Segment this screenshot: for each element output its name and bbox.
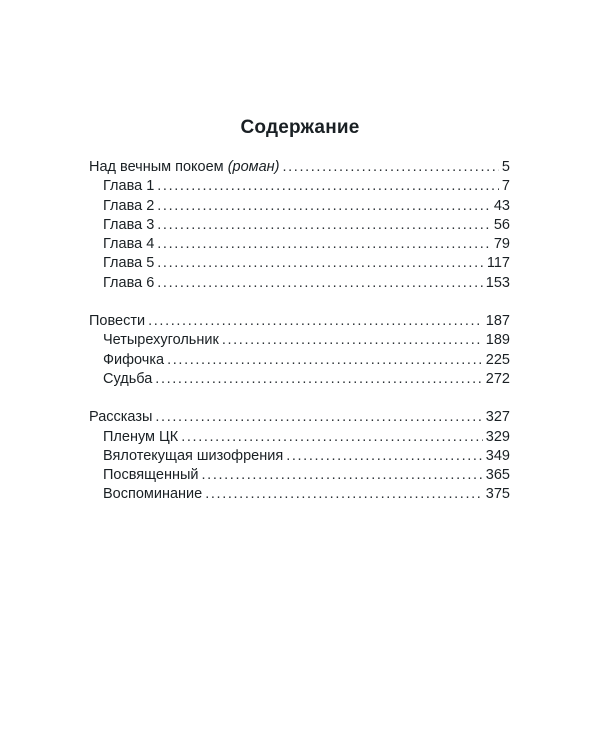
toc-entry-page: 349 (485, 447, 510, 464)
dot-leader (157, 197, 491, 216)
toc-entry-label: Рассказы (89, 409, 153, 426)
toc-entry-label: Судьба (103, 370, 153, 387)
dot-leader (222, 331, 483, 350)
toc-subentry[interactable] (89, 235, 510, 254)
page-title: Содержание (240, 117, 360, 138)
toc-entry-page: 117 (486, 255, 510, 272)
toc-subentry[interactable] (89, 254, 510, 273)
dot-leader (167, 351, 483, 370)
toc-entry-page: 327 (485, 409, 510, 426)
toc-section-stories (89, 408, 510, 504)
toc-entry-label: Над вечным покоем (89, 159, 228, 175)
toc-entry-label: Фифочка (103, 351, 165, 368)
toc-subentry[interactable] (89, 274, 510, 293)
dot-leader (148, 312, 483, 331)
toc-entry-page: 56 (493, 216, 510, 233)
dot-leader (286, 447, 483, 466)
dot-leader (157, 235, 491, 254)
toc-subentry[interactable] (89, 216, 510, 235)
toc-entry-label: Вялотекущая шизофрения (103, 447, 284, 464)
toc-entry-page: 153 (485, 274, 510, 291)
toc-entry-label: Глава 5 (103, 255, 155, 272)
dot-leader (157, 216, 491, 235)
toc-entry-label: Глава 6 (103, 274, 155, 291)
toc-entry-label: Глава 3 (103, 216, 155, 233)
toc-subentry[interactable] (89, 331, 510, 350)
toc-entry-page: 272 (485, 370, 510, 387)
toc-subentry[interactable] (89, 351, 510, 370)
toc-subentry[interactable] (89, 370, 510, 389)
dot-leader (157, 254, 484, 273)
toc-entry[interactable] (89, 312, 510, 331)
toc-entry-label: Воспоминание (103, 486, 203, 503)
toc-section-novel (89, 158, 510, 293)
dot-leader (157, 177, 499, 196)
toc-entry-label: Глава 1 (103, 178, 155, 195)
toc-entry-label: Глава 2 (103, 197, 155, 214)
toc-entry-label: Четырехугольник (103, 332, 219, 349)
toc-entry-page: 375 (485, 486, 510, 503)
toc-entry-label: Посвященный (103, 467, 199, 484)
toc-entry-label: Глава 4 (103, 236, 155, 253)
toc-entry-page: 79 (493, 236, 510, 253)
dot-leader (282, 158, 498, 177)
dot-leader (157, 274, 483, 293)
dot-leader (155, 408, 482, 427)
toc-subentry[interactable] (89, 485, 510, 504)
toc-entry-page: 43 (493, 197, 510, 214)
toc-entry-label: Повести (89, 313, 146, 330)
toc-subentry[interactable] (89, 177, 510, 196)
dot-leader (202, 466, 483, 485)
toc-section-novellas (89, 312, 510, 389)
toc-entry[interactable] (89, 408, 510, 427)
toc-subentry[interactable] (89, 428, 510, 447)
toc-entry-page: 187 (485, 313, 510, 330)
toc-subentry[interactable] (89, 447, 510, 466)
toc-entry-page: 189 (485, 332, 510, 349)
dot-leader (205, 485, 483, 504)
table-of-contents (89, 158, 510, 524)
dot-leader (181, 428, 483, 447)
toc-entry-page: 225 (485, 351, 510, 368)
dot-leader (155, 370, 483, 389)
toc-entry-page: 7 (501, 178, 510, 195)
toc-entry-page: 365 (485, 467, 510, 484)
toc-entry[interactable] (89, 158, 510, 177)
toc-entry-note: (роман) (227, 159, 280, 175)
toc-entry-label: Пленум ЦК (103, 428, 179, 445)
toc-entry-page: 5 (501, 159, 510, 175)
toc-entry-page: 329 (485, 428, 510, 445)
toc-subentry[interactable] (89, 466, 510, 485)
toc-subentry[interactable] (89, 197, 510, 216)
